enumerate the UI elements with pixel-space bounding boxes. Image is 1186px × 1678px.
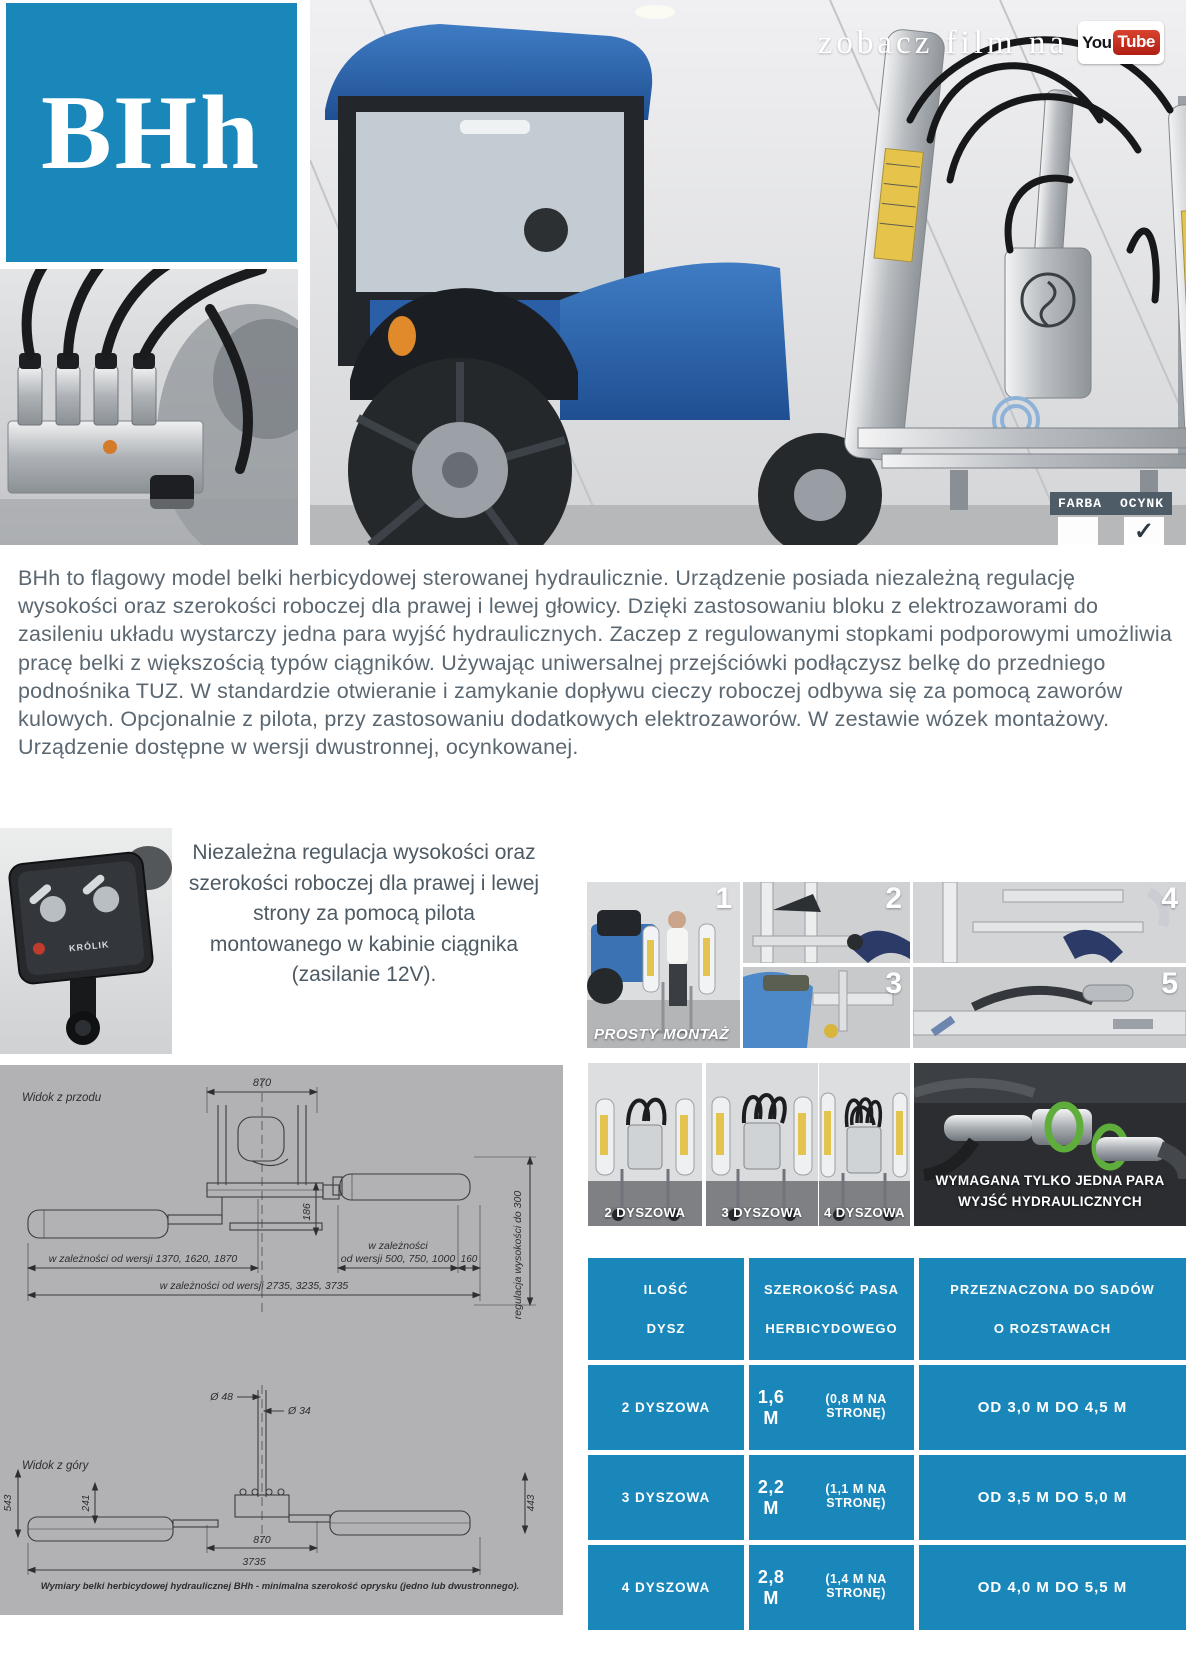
youtube-logo-you: You — [1082, 32, 1112, 52]
step-number: 4 — [1161, 882, 1178, 915]
version-label: 3 DYSZOWA — [721, 1205, 803, 1220]
version-photo-4-image — [819, 1063, 910, 1226]
header-line: SZEROKOŚĆ PASA — [763, 1282, 900, 1297]
table-row — [919, 1365, 1186, 1450]
row-width: 2,8 M — [757, 1566, 785, 1608]
table-row — [919, 1545, 1186, 1630]
row-width: 1,6 M — [757, 1386, 785, 1428]
dim-versions-left: w zależności od wersji 1370, 1620, 1870 — [48, 1253, 238, 1265]
table-row — [588, 1545, 744, 1630]
montaz-photo-5-image — [913, 967, 1186, 1048]
finish-options-bar — [1050, 492, 1172, 515]
hero-tractor-photo — [310, 0, 1186, 545]
drawing-caption: Wymiary belki herbicydowej hydraulicznej BHh - minimalna szerokość oprysku (jedno lub dwustronnego). — [40, 1581, 520, 1592]
header-line: ILOŚĆ — [643, 1282, 689, 1297]
finish-checkboxes — [1050, 515, 1172, 545]
row-width-side: (1,4 M NA STRONĘ) — [825, 1571, 887, 1600]
watch-film-text[interactable]: zobacz film na — [817, 24, 1068, 61]
step-number: 1 — [715, 882, 732, 915]
row-name: 4 DYSZOWA — [621, 1580, 711, 1595]
table-row — [749, 1455, 914, 1540]
remote-note-text: Niezależna regulacja wysokości oraz szerokości roboczej dla prawej i lewej strony za pomocą pilota montowanego w kabinie ciągnika (zasilanie 12V). — [188, 841, 540, 986]
valve-block-photo — [0, 269, 298, 545]
dim-height-adjust: regulacja wysokości do 300 — [512, 1190, 524, 1320]
dim-160: 160 — [460, 1254, 478, 1265]
remote-control-illustration — [0, 828, 172, 1054]
table-row — [919, 1455, 1186, 1540]
row-range: OD 3,0 M DO 4,5 M — [977, 1399, 1128, 1416]
brand-logo-box — [6, 3, 297, 262]
version-label: 2 DYSZOWA — [604, 1205, 686, 1220]
step-number: 5 — [1161, 967, 1178, 1000]
montaz-photo-4 — [913, 882, 1186, 963]
dia-34: Ø 34 — [288, 1405, 311, 1417]
youtube-logo[interactable] — [1078, 21, 1164, 64]
prosty-montaz-label: PROSTY MONTAŻ — [594, 1026, 730, 1043]
dim-870-bottom: 870 — [253, 1534, 271, 1546]
dim-870-top: 870 — [252, 1077, 272, 1089]
row-name: 2 DYSZOWA — [621, 1400, 711, 1415]
dim-versions-right-2: od wersji 500, 750, 1000 — [340, 1253, 456, 1265]
farba-checkbox — [1058, 517, 1098, 545]
technical-drawing — [0, 1065, 563, 1615]
view-front-label: Widok z przodu — [22, 1092, 102, 1104]
row-width: 2,2 M — [757, 1476, 785, 1518]
dia-48: Ø 48 — [210, 1391, 233, 1403]
row-width-side: (0,8 M NA STRONĘ) — [825, 1391, 887, 1420]
row-range: OD 3,5 M DO 5,0 M — [977, 1489, 1128, 1506]
row-width-side: (1,1 M NA STRONĘ) — [825, 1481, 887, 1510]
valve-block-illustration — [0, 269, 298, 545]
version-photo-3-dyszowa — [706, 1063, 818, 1226]
check-icon: ✓ — [1133, 518, 1155, 545]
hydraulic-note-line1: WYMAGANA TYLKO JEDNA PARA — [935, 1173, 1165, 1188]
view-top-label: Widok z góry — [22, 1460, 89, 1472]
finish-farba-label: FARBA — [1058, 496, 1103, 511]
header-line: O ROZSTAWACH — [993, 1321, 1112, 1336]
hydraulic-note — [914, 1170, 1186, 1212]
table-row — [749, 1365, 914, 1450]
row-range: OD 4,0 M DO 5,5 M — [977, 1579, 1128, 1596]
dim-3735: 3735 — [242, 1556, 266, 1568]
montaz-photo-2 — [743, 882, 910, 963]
intro-paragraph: BHh to flagowy model belki herbicydowej sterowanej hydraulicznie. Urządzenie posiada niezależną regulację wysokości oraz szerokości roboczej dla prawej i lewej głowicy. Dzięki zastosowaniu bloku z elektrozaworami do zasileniu układu wystarczy jedna para wyjść hydraulicznych. Zaczep z regulowanymi stopkami podporowymi umożliwia pracę belki z większością typów ciągników. Używając uniwersalnej przejściówki podłączysz belkę do przedniego podnośnika TUZ. W standardzie otwieranie i zamykanie dopływu cieczy roboczej odbywa się za pomocą zaworów kulowych. Opcjonalnie z pilota, przy zastosowaniu dodatkowych elektrozaworów. W zestawie wózek montażowy. Urządzenie dostępne w wersji dwustronnej, ocynkowanej. — [18, 566, 1173, 760]
youtube-logo-tube: Tube — [1113, 30, 1160, 55]
dim-versions-total: w zależności od wersji 2735, 3235, 3735 — [159, 1280, 349, 1292]
montaz-photo-1 — [587, 882, 740, 1048]
header-line: PRZEZNACZONA DO SADÓW — [950, 1282, 1155, 1297]
finish-ocynk-label: OCYNK — [1119, 496, 1164, 511]
remote-brand-label: KRÓLIK — [68, 939, 110, 954]
dim-241: 241 — [81, 1494, 92, 1512]
table-header-szerokosc — [749, 1258, 914, 1360]
table-header-ilosc — [588, 1258, 744, 1360]
table-header-przeznaczenie — [919, 1258, 1186, 1360]
finish-options-badge — [1050, 492, 1172, 545]
montaz-photo-4-image — [913, 882, 1186, 963]
table-row — [749, 1545, 914, 1630]
hero-tractor-illustration — [310, 0, 1186, 545]
table-row — [588, 1365, 744, 1450]
technical-drawing-panel — [0, 1065, 563, 1615]
remote-control-photo — [0, 828, 172, 1054]
hydraulic-note-line2: WYJŚĆ HYDRAULICZNYCH — [958, 1194, 1142, 1209]
hydraulic-coupling-photo — [914, 1063, 1186, 1226]
montaz-photo-3 — [743, 967, 910, 1048]
version-photo-2-dyszowa — [588, 1063, 702, 1226]
version-label: 4 DYSZOWA — [823, 1205, 906, 1220]
montaz-photo-5 — [913, 967, 1186, 1048]
table-row — [588, 1455, 744, 1540]
step-number: 3 — [885, 967, 902, 1000]
dim-186: 186 — [301, 1203, 313, 1221]
brand-logo: BHh — [40, 73, 263, 191]
step-number: 2 — [885, 882, 902, 915]
version-photo-2-image — [588, 1063, 702, 1226]
row-name: 3 DYSZOWA — [621, 1490, 711, 1505]
version-photo-3-image — [706, 1063, 818, 1226]
header-line: HERBICYDOWEGO — [765, 1321, 898, 1336]
header-line: DYSZ — [646, 1321, 686, 1336]
version-photo-4-dyszowa — [819, 1063, 910, 1226]
dim-versions-right-1: w zależności — [368, 1240, 428, 1252]
ocynk-checkbox — [1124, 517, 1164, 545]
dim-443: 443 — [526, 1494, 537, 1512]
dim-543: 543 — [3, 1494, 14, 1512]
